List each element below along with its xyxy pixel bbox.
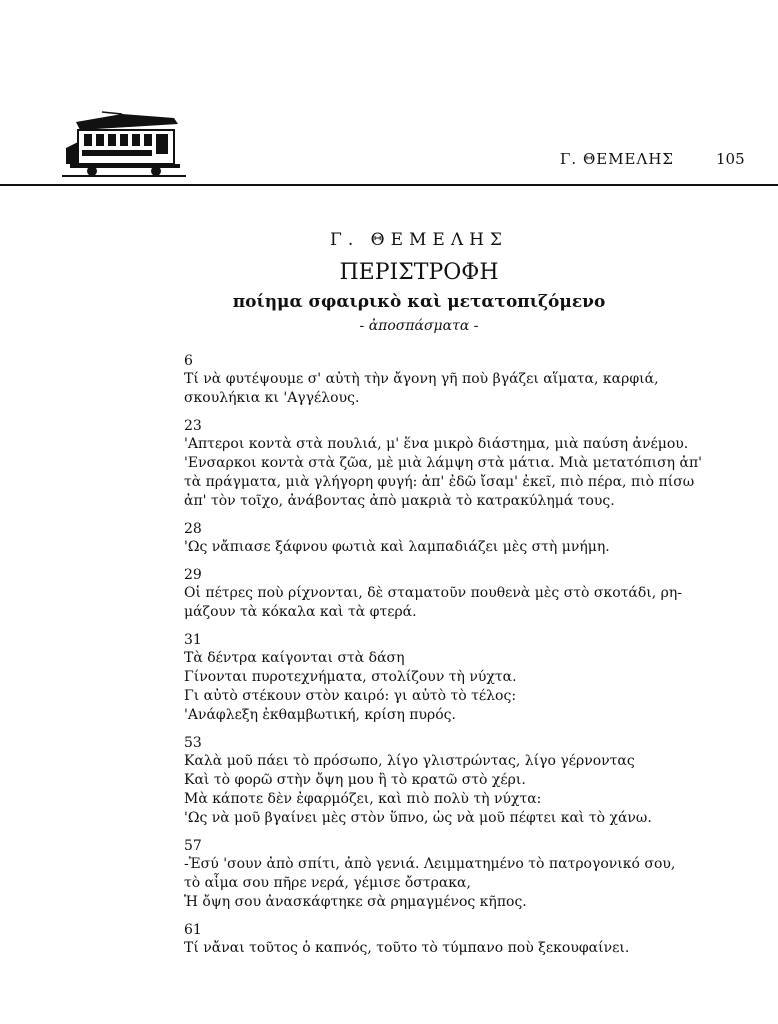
verse-line: τὰ πράγματα, μιὰ γλήγορη φυγή: ἀπ' ἐδῶ ἴσαμ' ἐκεῖ, πιὸ πέρα, πιὸ πίσω [184, 474, 695, 490]
poem-note: - ἀποσπάσματα - [359, 318, 479, 334]
fragment-number: 53 [184, 735, 202, 751]
verse-line: 'Ως νὰ μοῦ βγαίνει μὲς στὸν ὕπνο, ὡς νὰ μοῦ πέφτει καὶ τὸ χάνω. [184, 810, 652, 826]
fragment [184, 631, 724, 725]
running-head: Γ. ΘΕΜΕΛΗΣ [560, 150, 675, 168]
verse-line: Γίνονται πυροτεχνήματα, στολίζουν τὴ νύχτα. [184, 669, 517, 685]
verse-line: Ἡ ὄψη σου ἀνασκάφτηκε σὰ ρημαγμένος κῆπος. [184, 894, 527, 910]
page-number: 105 [716, 150, 745, 168]
verse-line: Γι αὐτὸ στέκουν στὸν καιρό: γι αὐτὸ τὸ τέλος: [184, 688, 517, 704]
verse-line: τὸ αἷμα σου πῆρε νερά, γέμισε ὄστρακα, [184, 875, 471, 891]
verse-line: 'Ανάφλεξη ἐκθαμβωτική, κρίση πυρός. [184, 707, 456, 723]
header-rule [0, 184, 778, 186]
fragment [184, 837, 724, 912]
fragment-number: 61 [184, 922, 202, 938]
fragment-number: 29 [184, 567, 202, 583]
verse-line: σκουλήκια κι 'Αγγέλους. [184, 390, 360, 406]
poem-fragments [184, 352, 724, 967]
verse-line: 'Ως νἄπιασε ξάφνου φωτιὰ καὶ λαμπαδιάζει μὲς στὴ μνήμη. [184, 539, 610, 555]
poem-title: ΠΕΡΙΣΤΡΟΦΗ [339, 260, 499, 285]
fragment [184, 520, 724, 557]
verse-line: Τί νἄναι τοῦτος ὁ καπνός, τοῦτο τὸ τύμπανο ποὺ ξεκουφαίνει. [184, 940, 630, 956]
verse-line: -Ἐσύ 'σουν ἀπὸ σπίτι, ἀπὸ γενιά. Λειμματημένο τὸ πατρογονικό σου, [184, 856, 676, 872]
verse-line: Καὶ τὸ φορῶ στὴν ὄψη μου ἢ τὸ κρατῶ στὸ χέρι. [184, 772, 526, 788]
fragment [184, 921, 724, 958]
verse-line: Οἱ πέτρες ποὺ ρίχνονται, δὲ σταματοῦν πουθενὰ μὲς στὸ σκοτάδι, ρη- [184, 585, 682, 601]
verse-line: 'Απτεροι κοντὰ στὰ πουλιά, μ' ἕνα μικρὸ διάστημα, μιὰ παύση ἀνέμου. [184, 436, 689, 452]
verse-line: Τὰ δέντρα καίγονται στὰ δάση [184, 650, 405, 666]
verse-line: Καλὰ μοῦ πάει τὸ πρόσωπο, λίγο γλιστρώντας, λίγο γέρνοντας [184, 753, 635, 769]
fragment-number: 23 [184, 418, 202, 434]
fragment [184, 734, 724, 828]
fragment-number: 57 [184, 838, 202, 854]
verse-line: 'Ενσαρκοι κοντὰ στὰ ζῶα, μὲ μιὰ λάμψη στὰ μάτια. Μιὰ μετατόπιση ἀπ' [184, 455, 703, 471]
fragment [184, 352, 724, 408]
fragment [184, 566, 724, 622]
verse-line: Τί νὰ φυτέψουμε σ' αὐτὴ τὴν ἄγονη γῆ ποὺ βγάζει αἵματα, καρφιά, [184, 371, 659, 387]
fragment-number: 31 [184, 632, 202, 648]
verse-line: μάζουν τὰ κόκαλα καὶ τὰ φτερά. [184, 604, 417, 620]
tram-car-icon [62, 108, 186, 178]
fragment [184, 417, 724, 511]
verse-line: ἀπ' τὸν τοῖχο, ἀνάβοντας ἀπὸ μακριὰ τὸ κατρακύλημά τους. [184, 493, 615, 509]
fragment-number: 6 [184, 353, 193, 369]
verse-line: Μὰ κάποτε δὲν ἐφαρμόζει, καὶ πιὸ πολὺ τὴ νύχτα: [184, 791, 542, 807]
fragment-number: 28 [184, 521, 202, 537]
poem-subtitle: ποίημα σφαιρικὸ καὶ μετατοπιζόμενο [232, 292, 606, 312]
poem-author: Γ. ΘΕΜΕΛΗΣ [330, 230, 508, 250]
